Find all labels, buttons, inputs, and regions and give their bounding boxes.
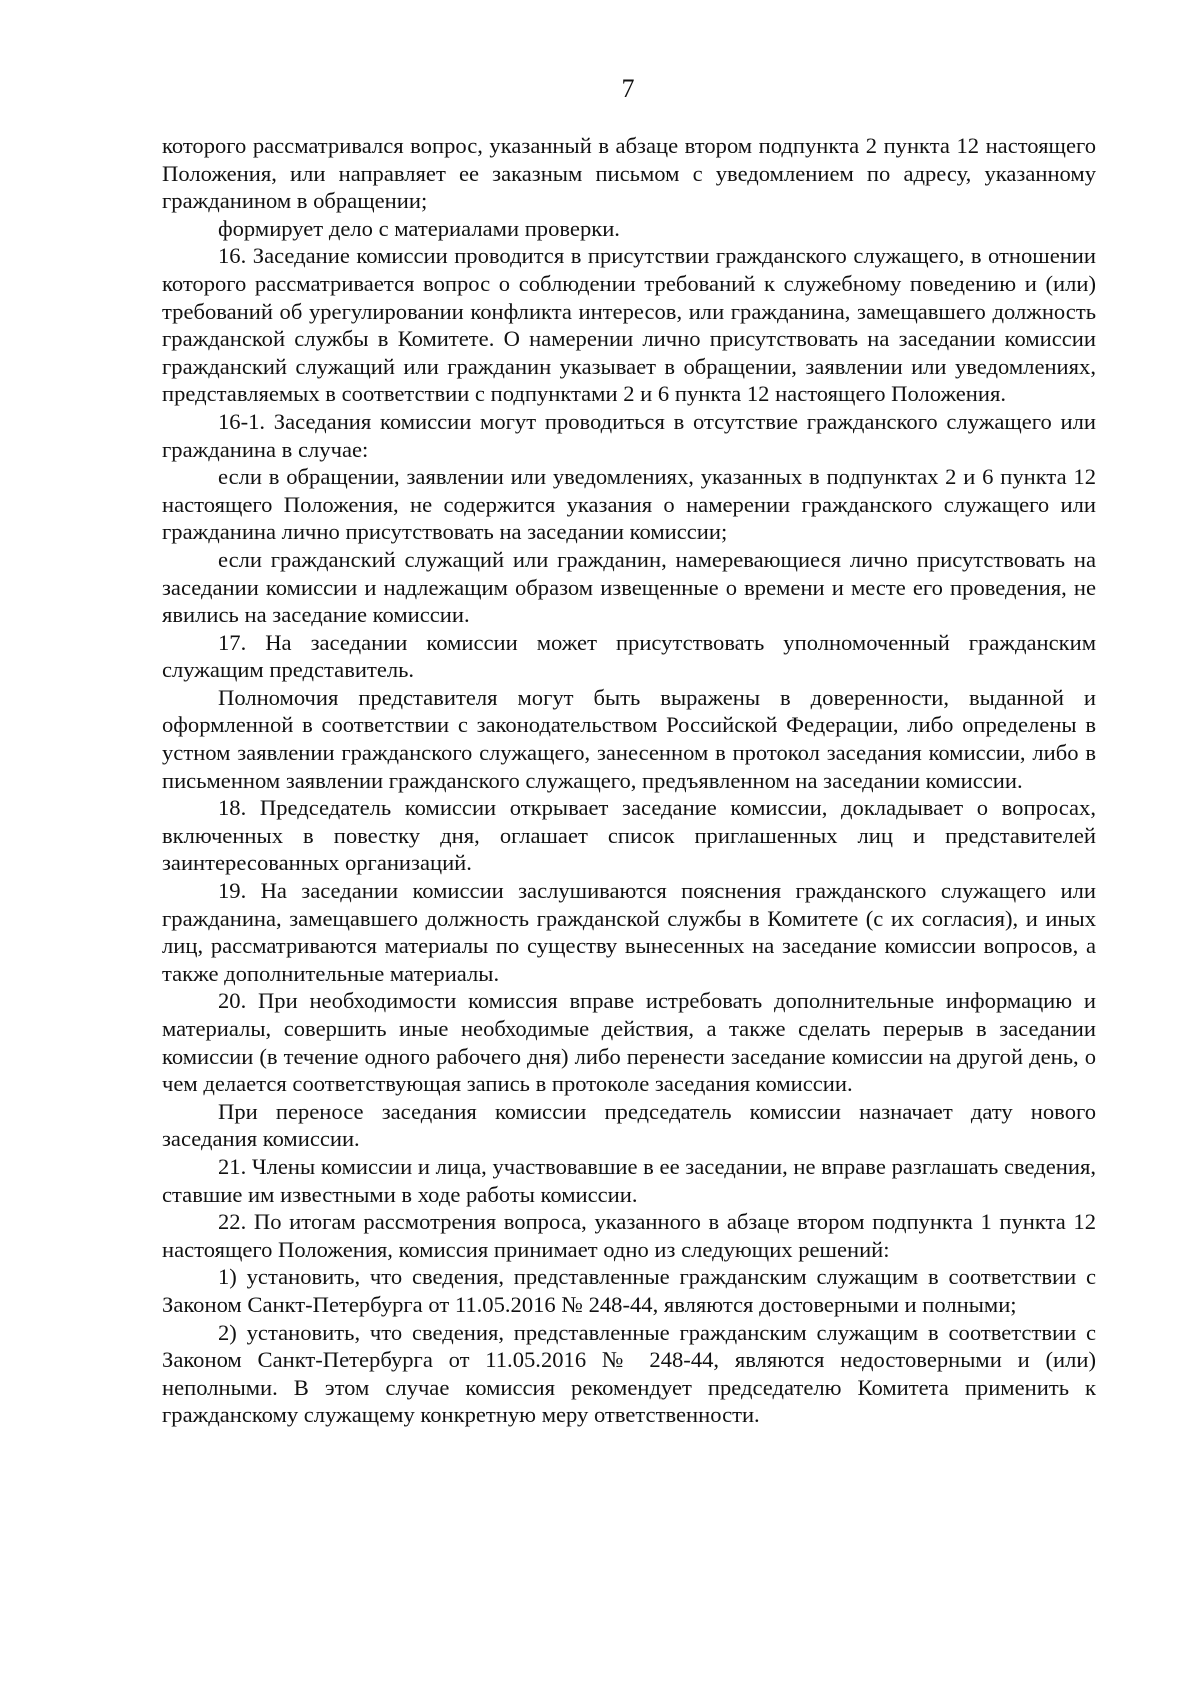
paragraph-item-22: 22. По итогам рассмотрения вопроса, указанного в абзаце втором подпункта 1 пункта 12 настоящего Положения, комиссия принимает одно из следующих решений: [162, 1209, 1096, 1262]
paragraph-item-21: 21. Члены комиссии и лица, участвовавшие в ее заседании, не вправе разглашать сведения, ставшие им известными в ходе работы комиссии. [162, 1153, 1096, 1207]
paragraph-item-22-decision-1: 1) установить, что сведения, представленные гражданским служащим в соответствии с Законом Санкт-Петербурга от 11.05.2016 № 248-44, являются достоверными и полными; [162, 1264, 1096, 1317]
paragraph-item-16-1: 16-1. Заседания комиссии могут проводиться в отсутствие гражданского служащего или гражданина в случае: [162, 408, 1096, 462]
document-body [162, 132, 1096, 1429]
paragraph-item-18: 18. Председатель комиссии открывает заседание комиссии, докладывает о вопросах, включенных в повестку дня, оглашает список приглашенных лиц и представителей заинтересованных организаций. [162, 795, 1096, 876]
paragraph-item-17-powers: Полномочия представителя могут быть выражены в доверенности, выданной и оформленной в соответствии с законодательством Российской Федерации, либо определены в устном заявлении гражданского служащего, занесенном в протокол заседания комиссии, либо в письменном заявлении гражданского служащего, предъявленном на заседании комиссии. [162, 684, 1096, 793]
paragraph-item-20-postponement: При переносе заседания комиссии председатель комиссии назначает дату нового заседания комиссии. [162, 1098, 1096, 1152]
paragraph-forms-case-file: формирует дело с материалами проверки. [218, 215, 620, 241]
paragraph-item-17: 17. На заседании комиссии может присутствовать уполномоченный гражданским служащим представитель. [162, 629, 1096, 683]
paragraph-item-16-1-case-a: если в обращении, заявлении или уведомлениях, указанных в подпунктах 2 и 6 пункта 12 настоящего Положения, не содержится указания о намерении гражданского служащего или гражданина лично присутствовать на заседании комиссии; [162, 464, 1096, 545]
paragraph-item-20: 20. При необходимости комиссия вправе истребовать дополнительные информацию и материалы, совершить иные необходимые действия, а также сделать перерыв в заседании комиссии (в течение одного рабочего дня) либо перенести заседание комиссии на другой день, о чем делается соответствующая запись в протоколе заседания комиссии. [162, 988, 1096, 1097]
paragraph-continuation: которого рассматривался вопрос, указанный в абзаце втором подпункта 2 пункта 12 настоящего Положения, или направляет ее заказным письмом с уведомлением по адресу, указанному гражданином в обращении; [162, 133, 1096, 214]
page-number: 7 [621, 74, 635, 103]
paragraph-item-19: 19. На заседании комиссии заслушиваются пояснения гражданского служащего или гражданина, замещавшего должность гражданской службы в Комитете (с их согласия), и иных лиц, рассматриваются материалы по существу вынесенных на заседание комиссии вопросов, а также дополнительные материалы. [162, 878, 1096, 986]
paragraph-item-22-decision-2: 2) установить, что сведения, представленные гражданским служащим в соответствии с Законом Санкт-Петербурга от 11.05.2016 № 248-44, являются недостоверными и (или) неполными. В этом случае комиссия рекомендует председателю Комитета применить к гражданскому служащему конкретную меру ответственности. [162, 1319, 1096, 1428]
paragraph-item-16: 16. Заседание комиссии проводится в присутствии гражданского служащего, в отношении которого рассматривается вопрос о соблюдении требований к служебному поведению и (или) требований об урегулировании конфликта интересов, или гражданина, замещавшего должность гражданской службы в Комитете. О намерении лично присутствовать на заседании комиссии гражданский служащий или гражданин указывает в обращении, заявлении или уведомлениях, представляемых в соответствии с подпунктами 2 и 6 пункта 12 настоящего Положения. [162, 243, 1096, 407]
paragraph-item-16-1-case-b: если гражданский служащий или гражданин, намеревающиеся лично присутствовать на заседании комиссии и надлежащим образом извещенные о времени и месте его проведения, не явились на заседание комиссии. [162, 546, 1096, 628]
